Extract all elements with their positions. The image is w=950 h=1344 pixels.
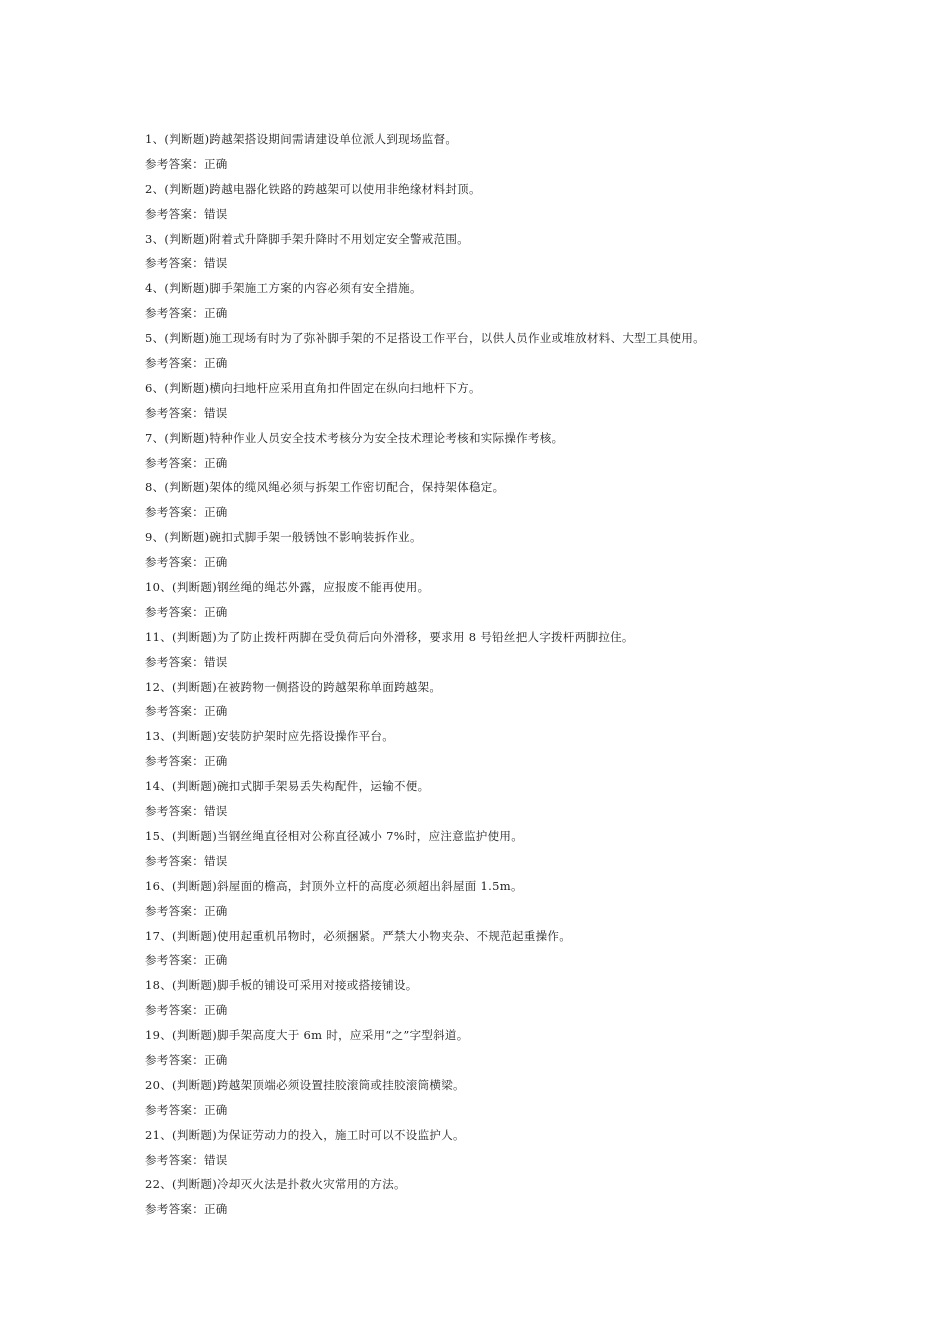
answer-text: 参考答案：正确 bbox=[145, 455, 228, 470]
question-text: 18、(判断题)脚手板的铺设可采用对接或搭接铺设。 bbox=[145, 978, 418, 993]
answer-text: 参考答案：正确 bbox=[145, 555, 228, 570]
question-text: 17、(判断题)使用起重机吊物时，必须捆紧。严禁大小物夹杂、不规范起重操作。 bbox=[145, 928, 572, 943]
answer-text: 参考答案：正确 bbox=[145, 1102, 228, 1117]
answer-text: 参考答案：正确 bbox=[145, 903, 228, 918]
question-text: 3、(判断题)附着式升降脚手架升降时不用划定安全警戒范围。 bbox=[145, 231, 469, 246]
answer-text: 参考答案：错误 bbox=[145, 804, 228, 819]
answer-text: 参考答案：正确 bbox=[145, 1202, 228, 1217]
answer-text: 参考答案：错误 bbox=[145, 405, 228, 420]
question-text: 1、(判断题)跨越架搭设期间需请建设单位派人到现场监督。 bbox=[145, 132, 458, 146]
question-text: 19、(判断题)脚手架高度大于 6m 时，应采用“之”字型斜道。 bbox=[145, 1028, 469, 1043]
question-text: 11、(判断题)为了防止拨杆两脚在受负荷后向外滑移，要求用 8 号铅丝把人字拨杆两脚拉住。 bbox=[145, 629, 634, 644]
question-text: 6、(判断题)横向扫地杆应采用直角扣件固定在纵向扫地杆下方。 bbox=[145, 380, 481, 395]
answer-text: 参考答案：错误 bbox=[145, 654, 228, 669]
answer-text: 参考答案：正确 bbox=[145, 953, 228, 968]
question-list bbox=[145, 127, 905, 1222]
question-text: 22、(判断题)冷却灭火法是扑救火灾常用的方法。 bbox=[145, 1177, 406, 1192]
answer-text: 参考答案：正确 bbox=[145, 604, 228, 619]
answer-text: 参考答案：错误 bbox=[145, 206, 228, 221]
question-text: 13、(判断题)安装防护架时应先搭设操作平台。 bbox=[145, 729, 395, 744]
answer-text: 参考答案：正确 bbox=[145, 156, 228, 171]
question-text: 14、(判断题)碗扣式脚手架易丢失构配件，运输不便。 bbox=[145, 779, 430, 794]
question-text: 4、(判断题)脚手架施工方案的内容必须有安全措施。 bbox=[145, 281, 422, 296]
question-text: 7、(判断题)特种作业人员安全技术考核分为安全技术理论考核和实际操作考核。 bbox=[145, 430, 564, 445]
question-text: 2、(判断题)跨越电器化铁路的跨越架可以使用非绝缘材料封顶。 bbox=[145, 181, 481, 196]
answer-text: 参考答案：错误 bbox=[145, 256, 228, 271]
question-text: 5、(判断题)施工现场有时为了弥补脚手架的不足搭设工作平台，以供人员作业或堆放材料、大型工具使用。 bbox=[145, 331, 705, 346]
question-text: 8、(判断题)架体的缆风绳必须与拆架工作密切配合，保持架体稳定。 bbox=[145, 480, 505, 495]
question-text: 21、(判断题)为保证劳动力的投入，施工时可以不设监护人。 bbox=[145, 1127, 465, 1142]
answer-text: 参考答案：正确 bbox=[145, 306, 228, 321]
question-text: 20、(判断题)跨越架顶端必须设置挂胶滚筒或挂胶滚筒横梁。 bbox=[145, 1077, 465, 1092]
question-text: 16、(判断题)斜屋面的檐高，封顶外立杆的高度必须超出斜屋面 1.5m。 bbox=[145, 878, 523, 893]
answer-text: 参考答案：正确 bbox=[145, 1052, 228, 1067]
question-text: 12、(判断题)在被跨物一侧搭设的跨越架称单面跨越架。 bbox=[145, 679, 442, 694]
answer-text: 参考答案：正确 bbox=[145, 704, 228, 719]
answer-text: 参考答案：正确 bbox=[145, 754, 228, 769]
question-text: 9、(判断题)碗扣式脚手架一般锈蚀不影响装拆作业。 bbox=[145, 530, 422, 545]
answer-text: 参考答案：错误 bbox=[145, 1152, 228, 1167]
answer-text: 参考答案：正确 bbox=[145, 356, 228, 371]
question-text: 15、(判断题)当钢丝绳直径相对公称直径减小 7%时，应注意监护使用。 bbox=[145, 828, 524, 843]
answer-text: 参考答案：正确 bbox=[145, 1003, 228, 1018]
answer-text: 参考答案：错误 bbox=[145, 853, 228, 868]
question-text: 10、(判断题)钢丝绳的绳芯外露，应报废不能再使用。 bbox=[145, 580, 430, 595]
answer-text: 参考答案：正确 bbox=[145, 505, 228, 520]
